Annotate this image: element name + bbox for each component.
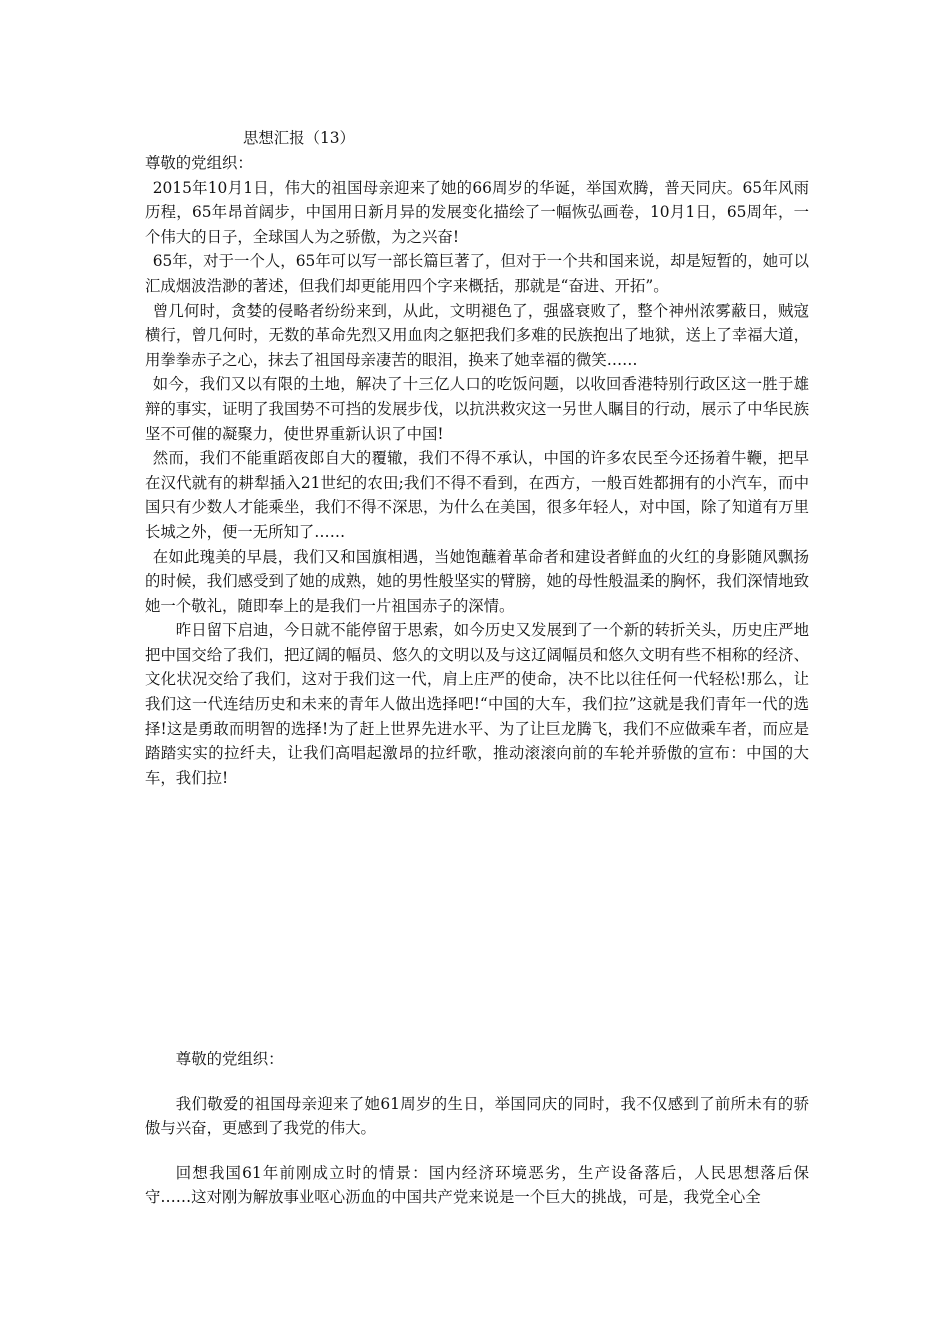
paragraph-1: 2015年10月1日，伟大的祖国母亲迎来了她的66周岁的华诞，举国欢腾，普天同庆。65年风雨历程，65年昂首阔步，中国用日新月异的发展变化描绘了一幅恢弘画卷，10月1日，65周年，一个伟大的日子，全球国人为之骄傲，为之兴奋! [145,178,809,246]
salutation: 尊敬的党组织： [175,1050,284,1068]
salutation: 尊敬的党组织： [145,154,253,172]
paragraph-2: 回想我国61年前刚成立时的情景：国内经济环境恶劣，生产设备落后，人民思想落后保守……这对刚为解放事业呕心沥血的中国共产党来说是一个巨大的挑战，可是，我党全心全 [145,1163,809,1207]
paragraph-5: 然而，我们不能重蹈夜郎自大的覆辙，我们不得不承认，中国的许多农民至今还扬着牛鞭，把早在汉代就有的耕犁插入21世纪的农田;我们不得不看到，在西方，一般百姓都拥有的小汽车，而中国只有少数人才能乘坐，我们不得不深思，为什么在美国，很多年轻人，对中国，除了知道有万里长城之外，便一无所知了…… [145,449,809,541]
paragraph-7: 昨日留下启迪，今日就不能停留于思索，如今历史又发展到了一个新的转折关头，历史庄严地把中国交给了我们，把辽阔的幅员、悠久的文明以及与这辽阔幅员和悠久文明有些不相称的经济、文化状况交给了我们，这对于我们这一代，肩上庄严的使命，决不比以往任何一代轻松!那么，让我们这一代连结历史和未来的青年人做出选择吧!“中国的大车，我们拉”这就是我们青年一代的选择!这是勇敢而明智的选择!为了赶上世界先进水平、为了让巨龙腾飞，我们不应做乘车者，而应是踏踏实实的拉纤夫，让我们高唱起激昂的拉纤歌，推动滚滚向前的车轮并骄傲的宣布：中国的大车，我们拉! [145,621,809,787]
paragraph-4: 如今，我们又以有限的土地，解决了十三亿人口的吃饭问题，以收回香港特别行政区这一胜于雄辩的事实，证明了我国势不可挡的发展步伐，以抗洪救灾这一另世人瞩目的行动，展示了中华民族坚不可催的凝聚力，使世界重新认识了中国! [145,375,809,443]
report-section-2 [145,1047,809,1210]
report-section-1 [145,151,809,790]
paragraph-6: 在如此瑰美的早晨，我们又和国旗相遇，当她饱蘸着革命者和建设者鲜血的火红的身影随风飘扬的时候，我们感受到了她的成熟，她的男性般坚实的臂膀，她的母性般温柔的胸怀，我们深情地致她一个敬礼，随即奉上的是我们一片祖国赤子的深情。 [145,547,809,615]
document-title: 思想汇报（13） [243,129,355,147]
paragraph-3: 曾几何时，贪婪的侵略者纷纷来到，从此，文明褪色了，强盛衰败了，整个神州浓雾蔽日，贼寇横行，曾几何时，无数的革命先烈又用血肉之躯把我们多难的民族抱出了地狱，送上了幸福大道，用拳拳赤子之心，抹去了祖国母亲凄苦的眼泪，换来了她幸福的微笑…… [145,301,809,369]
paragraph-2: 65年，对于一个人，65年可以写一部长篇巨著了，但对于一个共和国来说，却是短暂的，她可以汇成烟波浩渺的著述，但我们却更能用四个字来概括，那就是“奋进、开拓”。 [145,252,809,295]
paragraph-1: 我们敬爱的祖国母亲迎来了她61周岁的生日，举国同庆的同时，我不仅感到了前所未有的骄傲与兴奋，更感到了我党的伟大。 [145,1094,809,1138]
